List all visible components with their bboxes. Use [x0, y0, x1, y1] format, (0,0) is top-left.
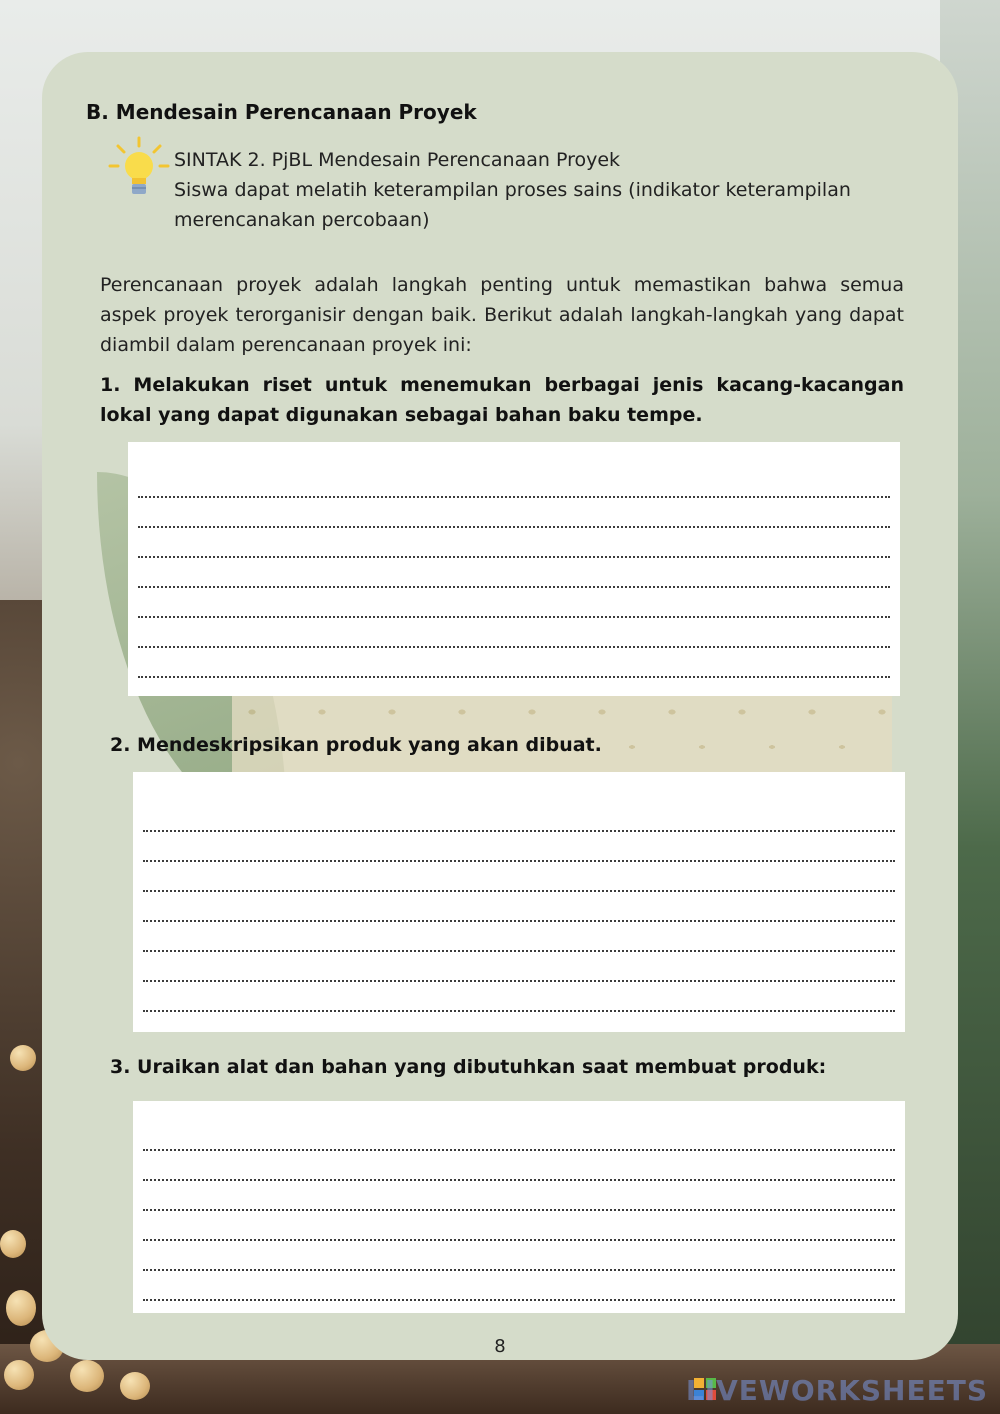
answer-line[interactable] [143, 832, 895, 862]
answer-line[interactable] [143, 1241, 895, 1271]
answer-line[interactable] [138, 588, 890, 618]
answer-box-3[interactable] [133, 1101, 905, 1313]
answer-line[interactable] [143, 952, 895, 982]
answer-line[interactable] [143, 862, 895, 892]
answer-line[interactable] [143, 1151, 895, 1181]
answer-line[interactable] [138, 528, 890, 558]
answer-line[interactable] [143, 1271, 895, 1301]
intro-block [174, 145, 894, 235]
question-2: 2. Mendeskripsikan produk yang akan dibuat. [110, 734, 602, 756]
watermark: LIVEWORKSHEETS [685, 1374, 988, 1407]
section-title: B. Mendesain Perencanaan Proyek [86, 100, 477, 124]
soybean-decoration [70, 1360, 104, 1392]
soybean-decoration [0, 1230, 26, 1258]
answer-line[interactable] [143, 922, 895, 952]
soybean-decoration [4, 1360, 34, 1390]
answer-line[interactable] [138, 468, 890, 498]
answer-line[interactable] [143, 1181, 895, 1211]
question-3: 3. Uraikan alat dan bahan yang dibutuhkan saat membuat produk: [110, 1056, 827, 1078]
answer-line[interactable] [138, 558, 890, 588]
answer-line[interactable] [143, 982, 895, 1012]
page-number: 8 [494, 1336, 506, 1357]
answer-line[interactable] [138, 498, 890, 528]
answer-line[interactable] [138, 648, 890, 678]
intro-line-2: Siswa dapat melatih keterampilan proses sains (indikator keterampilan merencanakan percobaan) [174, 179, 851, 231]
soybean-decoration [6, 1290, 36, 1326]
question-1: 1. Melakukan riset untuk menemukan berbagai jenis kacang-kacangan lokal yang dapat digunakan sebagai bahan baku tempe. [100, 374, 904, 426]
answer-line[interactable] [143, 1211, 895, 1241]
answer-box-2[interactable] [133, 772, 905, 1032]
soybean-decoration [10, 1045, 36, 1071]
answer-box-1[interactable] [128, 442, 900, 696]
answer-line[interactable] [143, 1121, 895, 1151]
lightbulb-icon [108, 136, 170, 202]
answer-line[interactable] [138, 618, 890, 648]
intro-paragraph: Perencanaan proyek adalah langkah penting untuk memastikan bahwa semua aspek proyek terorganisir dengan baik. Berikut adalah langkah-langkah yang dapat diambil dalam perencanaan proyek ini: [100, 274, 904, 356]
soybean-decoration [120, 1372, 150, 1400]
answer-line[interactable] [143, 892, 895, 922]
intro-line-1: SINTAK 2. PjBL Mendesain Perencanaan Proyek [174, 149, 621, 171]
answer-line[interactable] [143, 802, 895, 832]
